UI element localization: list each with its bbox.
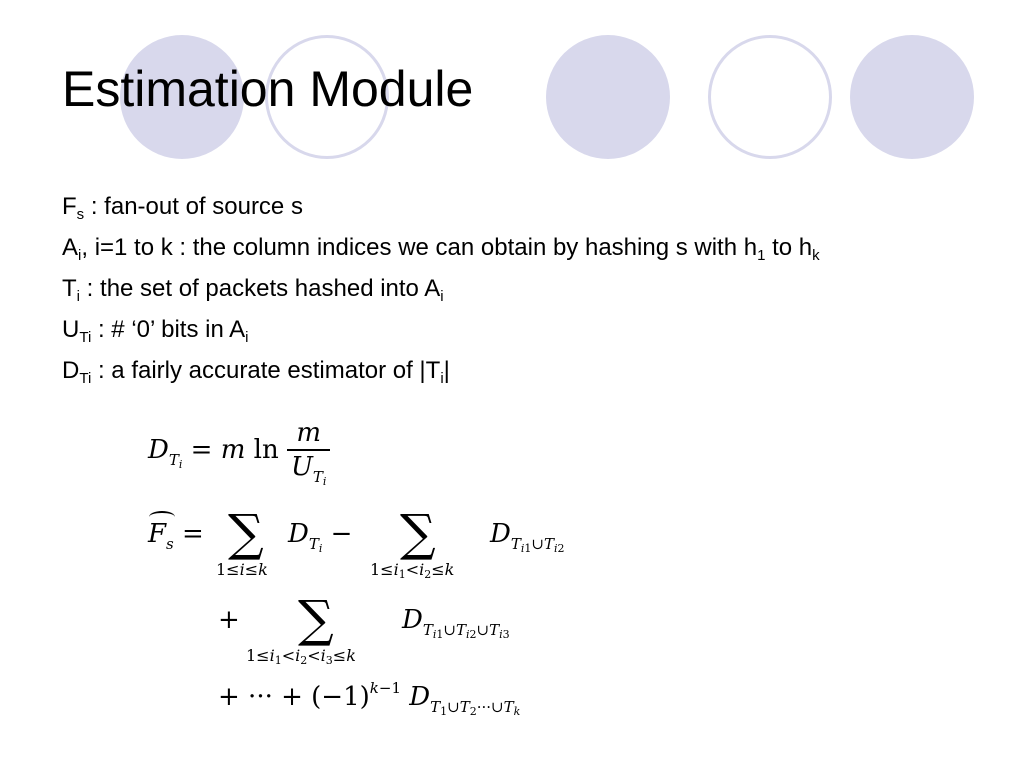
definition-list (62, 186, 820, 391)
definition-symbol: D (62, 357, 80, 384)
term-d-ti1-ti2: $D_{T_{i1}\cup T_{i2}}$ (490, 519, 565, 555)
term-d-ti: $D_{T_i}$ − (288, 519, 353, 555)
equation-last-term: + ··· + $(-1)^{k-1}$ $D_{T_1\cup T_2\cdot\cdot\cdot\cup T_k}$ (218, 679, 521, 718)
definition-ti (62, 268, 820, 309)
definition-dti (62, 350, 820, 391)
definition-subscript: i (440, 370, 444, 387)
definition-text: : fan-out of source s (84, 193, 303, 220)
equation-fs-lhs: $F_s$ = (148, 519, 204, 553)
definition-subscript: Ti (79, 329, 92, 346)
term-d-ti1-ti2-ti3: $D_{T_{i1}\cup T_{i2}\cup T_{i3}}$ (402, 605, 510, 641)
definition-text: to h (765, 234, 813, 261)
definition-subscript: i (245, 329, 249, 346)
definition-ai (62, 227, 820, 268)
definition-text: , i=1 to k : the column indices we can obtain by hashing s with h (81, 234, 758, 261)
decor-circle-filled-2 (546, 35, 670, 159)
definition-text: : the set of packets hashed into A (80, 275, 441, 302)
definition-text: : # ‘0’ bits in A (91, 316, 246, 343)
definition-subscript: i (78, 247, 82, 264)
definition-uti (62, 309, 820, 350)
definition-fs (62, 186, 820, 227)
definition-text: : a fairly accurate estimator of |T (91, 357, 441, 384)
definition-subscript: 1 (757, 247, 766, 264)
plus-sign-1: + (218, 605, 240, 635)
definition-symbol: U (62, 316, 80, 343)
fraction: $\frac{m}{U_{T_i}}$ (287, 420, 330, 482)
equation-dti: $D_{T_i} = m$ ln $\frac{m}{U_{T_i}}$ (148, 420, 330, 482)
definition-subscript: k (812, 247, 820, 264)
definition-symbol: F (62, 193, 77, 220)
definition-symbol: T (62, 275, 77, 302)
definition-symbol: A (62, 234, 79, 261)
definition-subscript: i (440, 288, 444, 305)
definition-subscript: Ti (79, 370, 92, 387)
definition-subscript: i (76, 288, 81, 305)
decor-circle-filled-3 (850, 35, 974, 159)
definition-subscript: s (76, 206, 85, 223)
slide-title: Estimation Module (62, 61, 474, 117)
definition-text: | (443, 357, 450, 384)
decor-circle-ring-2 (708, 35, 832, 159)
